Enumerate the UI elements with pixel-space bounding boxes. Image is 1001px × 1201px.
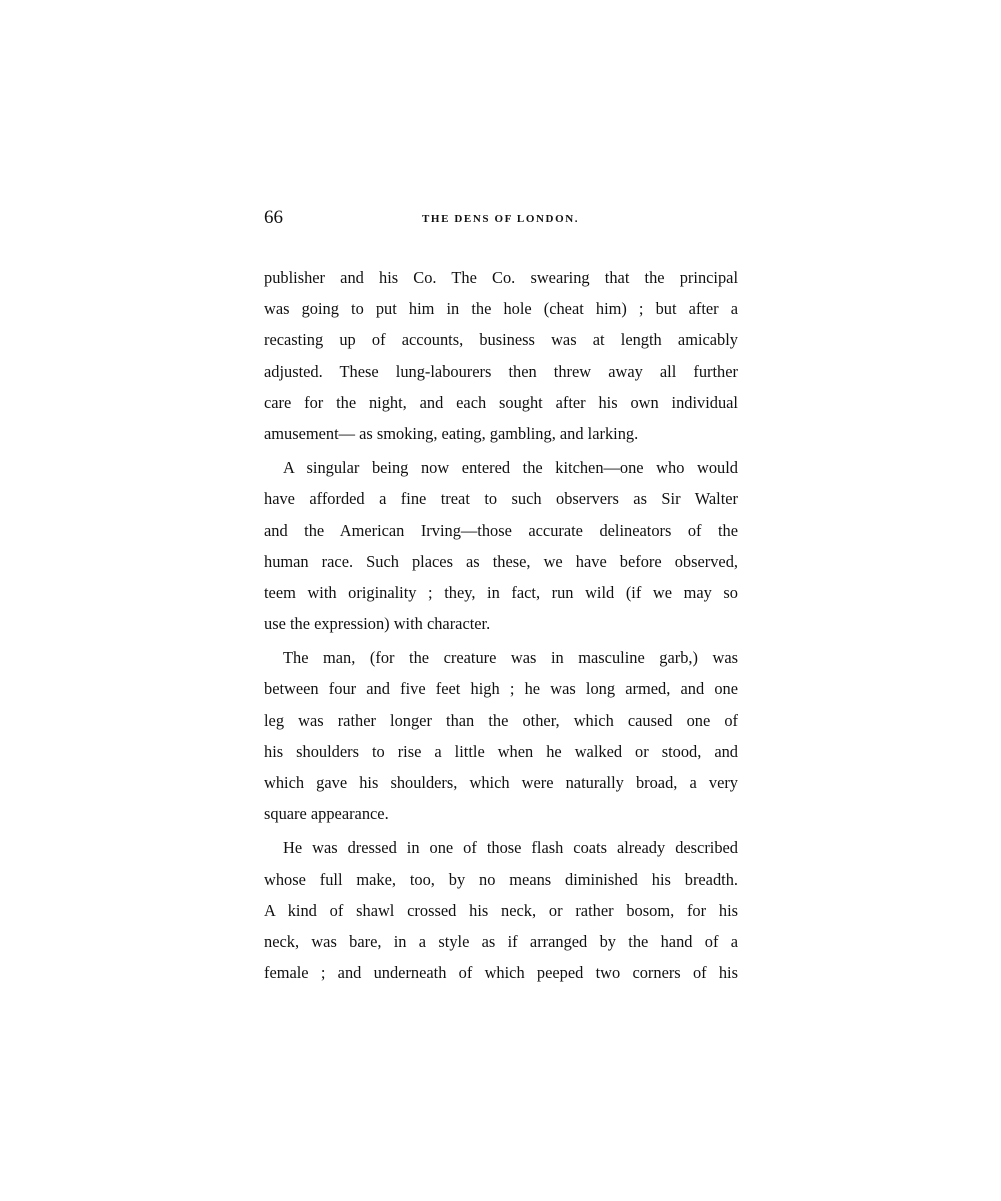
text-line: neck, was bare, in a style as if arranged by the hand of a	[264, 931, 738, 951]
paragraph	[264, 642, 738, 829]
text-line: and the American Irving—those accurate delineators of the	[264, 520, 738, 540]
text-line: whose full make, too, by no means diminished his breadth.	[264, 869, 738, 889]
text-line: A kind of shawl crossed his neck, or rather bosom, for his	[264, 900, 738, 920]
paragraph	[264, 832, 738, 988]
text-line: his shoulders to rise a little when he walked or stood, and	[264, 741, 738, 761]
text-line: The man, (for the creature was in masculine garb,) was	[283, 648, 738, 668]
page-header	[264, 206, 740, 236]
text-line: recasting up of accounts, business was at length amicably	[264, 330, 738, 350]
text-line: which gave his shoulders, which were naturally broad, a very	[264, 773, 738, 792]
text-line: between four and five feet high ; he was long armed, and one	[264, 679, 738, 699]
text-line: human race. Such places as these, we have before observed,	[264, 551, 738, 571]
text-line: square appearance.	[264, 804, 389, 824]
paragraph	[264, 452, 738, 639]
text-line: have afforded a fine treat to such observers as Sir Walter	[264, 489, 738, 509]
text-line: publisher and his Co. The Co. swearing that the principal	[264, 268, 738, 287]
text-line: was going to put him in the hole (cheat him) ; but after a	[264, 299, 738, 319]
text-line: leg was rather longer than the other, which caused one of	[264, 710, 738, 730]
text-line: teem with originality ; they, in fact, run wild (if we may so	[264, 582, 738, 602]
text-line: He was dressed in one of those flash coats already described	[283, 838, 738, 858]
text-line: adjusted. These lung-labourers then threw away all further	[264, 361, 738, 381]
text-line: A singular being now entered the kitchen—one who would	[283, 458, 738, 478]
text-line: use the expression) with character.	[264, 614, 491, 634]
text-line: female ; and underneath of which peeped two corners of his	[264, 963, 738, 983]
text-line: amusement— as smoking, eating, gambling, and larking.	[264, 423, 639, 443]
body-text	[264, 262, 738, 988]
text-line: care for the night, and each sought after his own individual	[264, 392, 738, 412]
paragraph	[264, 262, 738, 449]
running-title: THE DENS OF LONDON.	[422, 213, 580, 225]
page-number: 66	[264, 207, 283, 228]
